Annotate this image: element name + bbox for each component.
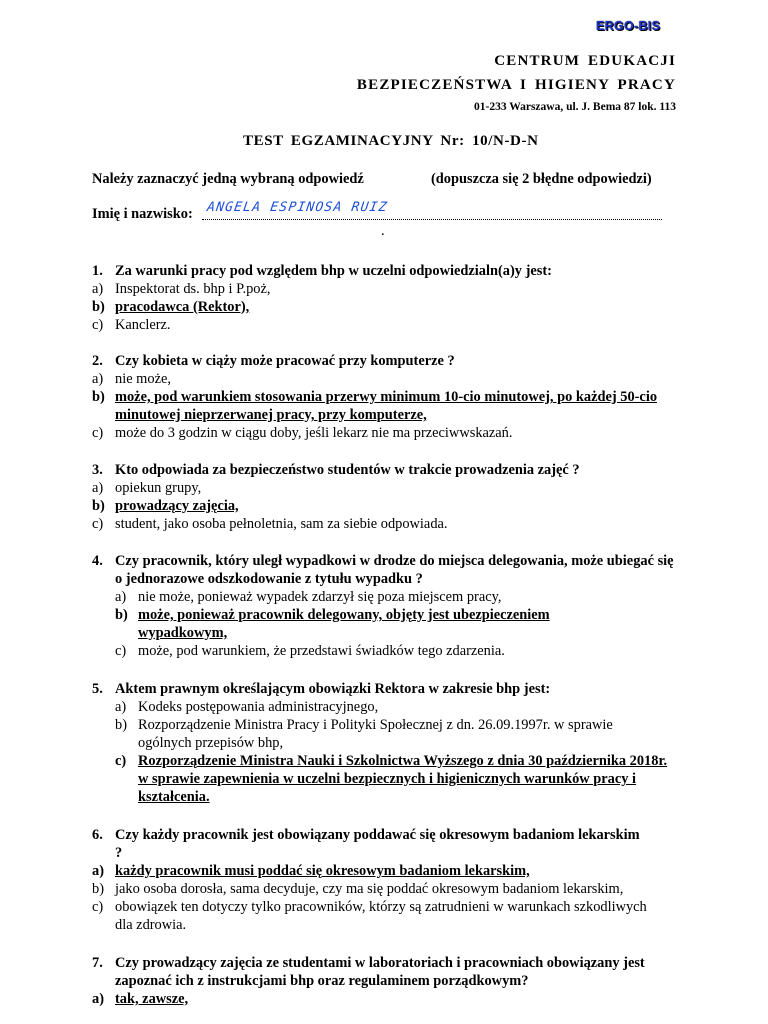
option-text: Kodeks postępowania administracyjnego, xyxy=(138,699,379,715)
question-stem xyxy=(92,826,645,862)
question-text: Czy każdy pracownik jest obowiązany poddawać się okresowym badaniom lekarskim ? xyxy=(115,827,640,861)
instruction-note: (dopuszcza się 2 błędne odpowiedzi) xyxy=(431,171,652,187)
option-text: Rozporządzenie Ministra Nauki i Szkolnictwa Wyższego z dnia 30 października 2018r. w sprawie zapewnienia w uczelni bezpiecznych i higienicznych warunków pracy i kształcenia. xyxy=(138,753,668,805)
option-letter: b) xyxy=(115,717,127,733)
option-text: każdy pracownik musi poddać się okresowym badaniom lekarskim, xyxy=(115,863,530,879)
option-text: może, ponieważ pracownik delegowany, objęty jest ubezpieczeniem wypadkowym, xyxy=(138,607,550,641)
question-4 xyxy=(92,552,682,660)
stray-mark: . xyxy=(381,223,385,239)
answer-option xyxy=(115,716,648,752)
option-text: student, jako osoba pełnoletnia, sam za siebie odpowiada. xyxy=(115,516,448,532)
name-dotted-line xyxy=(202,219,662,220)
name-field xyxy=(92,200,662,225)
answer-option xyxy=(115,698,682,716)
header-org-line-1: CENTRUM EDUKACJI xyxy=(494,53,676,69)
answer-option xyxy=(92,316,682,334)
question-number: 4. xyxy=(92,553,103,569)
option-letter: c) xyxy=(115,753,127,769)
option-text: Kanclerz. xyxy=(115,317,171,333)
name-handwritten-value: ANGELA ESPINOSA RUIZ xyxy=(206,200,389,215)
question-text: Za warunki pracy pod względem bhp w uczelni odpowiedzialn(a)y jest: xyxy=(115,263,552,279)
question-stem xyxy=(92,552,680,588)
question-text: Czy kobieta w ciąży może pracować przy komputerze ? xyxy=(115,353,455,369)
question-text: Aktem prawnym określającym obowiązki Rektora w zakresie bhp jest: xyxy=(115,681,551,697)
question-text: Kto odpowiada za bezpieczeństwo studentów w trakcie prowadzenia zajęć ? xyxy=(115,462,580,478)
question-number: 2. xyxy=(92,353,103,369)
header-address: 01-233 Warszawa, ul. J. Bema 87 lok. 113 xyxy=(473,101,676,113)
question-stem xyxy=(92,262,682,280)
answer-option xyxy=(92,479,682,497)
header-org-line-2: BEZPIECZEŃSTWA I HIGIENY PRACY xyxy=(356,77,676,93)
option-letter: c) xyxy=(92,516,104,532)
question-2 xyxy=(92,352,682,442)
question-1 xyxy=(92,262,682,334)
option-letter: b) xyxy=(92,299,105,315)
instruction: Należy zaznaczyć jedną wybraną odpowiedź xyxy=(92,171,364,187)
question-number: 3. xyxy=(92,462,103,478)
option-text: nie może, xyxy=(115,371,171,387)
answer-option xyxy=(92,370,682,388)
question-stem xyxy=(92,352,682,370)
question-5 xyxy=(92,680,682,806)
question-number: 7. xyxy=(92,955,103,971)
option-letter: c) xyxy=(92,317,104,333)
option-letter: b) xyxy=(92,498,105,514)
answer-option-selected xyxy=(92,388,660,424)
option-text: Rozporządzenie Ministra Pracy i Polityki Społecznej z dn. 26.09.1997r. w sprawie ogólnych przepisów bhp, xyxy=(138,717,613,751)
option-text: może, pod warunkiem stosowania przerwy minimum 10-cio minutowej, po każdej 50-cio minutowej nieprzerwanej pracy, przy komputerze, xyxy=(115,389,658,423)
question-6 xyxy=(92,826,682,934)
question-text: Czy pracownik, który uległ wypadkowi w drodze do miejsca delegowania, może ubiegać się o jednorazowe odszkodowanie z tytułu wypadku ? xyxy=(115,553,674,587)
question-number: 1. xyxy=(92,263,103,279)
option-letter: a) xyxy=(92,371,104,387)
question-stem xyxy=(92,680,682,698)
option-letter: b) xyxy=(92,389,105,405)
option-text: obowiązek ten dotyczy tylko pracowników, którzy są zatrudnieni w warunkach szkodliwych dla zdrowia. xyxy=(115,899,647,933)
option-text: pracodawca (Rektor), xyxy=(115,299,250,315)
question-stem xyxy=(92,954,685,990)
option-letter: a) xyxy=(115,699,127,715)
question-number: 5. xyxy=(92,681,103,697)
option-text: jako osoba dorosła, sama decyduje, czy ma się poddać okresowym badaniom lekarskim, xyxy=(115,881,624,897)
test-title: TEST EGZAMINACYJNY Nr: 10/N-D-N xyxy=(243,133,539,149)
option-letter: a) xyxy=(115,589,127,605)
option-text: może do 3 godzin w ciągu doby, jeśli lekarz nie ma przeciwwskazań. xyxy=(115,425,513,441)
option-letter: c) xyxy=(115,643,127,659)
option-letter: a) xyxy=(92,863,104,879)
question-text: Czy prowadzący zajęcia ze studentami w laboratoriach i pracowniach obowiązany jest zapoznać ich z instrukcjami bhp oraz regulaminem porządkowym? xyxy=(115,955,645,989)
answer-option-selected xyxy=(92,990,682,1008)
brand-logo: ERGO-BIS xyxy=(596,19,661,33)
option-text: może, pod warunkiem, że przedstawi świadków tego zdarzenia. xyxy=(138,643,505,659)
answer-option-selected xyxy=(92,497,682,515)
option-letter: a) xyxy=(92,480,104,496)
option-text: tak, zawsze, xyxy=(115,991,189,1007)
question-stem xyxy=(92,461,682,479)
question-number: 6. xyxy=(92,827,103,843)
option-letter: c) xyxy=(92,899,104,915)
option-letter: a) xyxy=(92,991,104,1007)
option-letter: a) xyxy=(92,281,104,297)
answer-option xyxy=(115,588,682,606)
answer-option-selected xyxy=(92,298,682,316)
answer-option xyxy=(92,280,682,298)
answer-option-selected xyxy=(92,862,682,880)
answer-option-selected xyxy=(115,606,588,642)
answer-option xyxy=(92,424,682,442)
answer-option xyxy=(92,515,682,533)
answer-option xyxy=(92,898,655,934)
option-text: opiekun grupy, xyxy=(115,480,202,496)
answer-option xyxy=(115,642,682,660)
option-text: Inspektorat ds. bhp i P.poż, xyxy=(115,281,271,297)
option-text: prowadzący zajęcia, xyxy=(115,498,239,514)
answer-option xyxy=(92,880,682,898)
option-letter: b) xyxy=(92,881,104,897)
name-label: Imię i nazwisko: xyxy=(92,206,193,222)
option-letter: b) xyxy=(115,607,128,623)
question-7 xyxy=(92,954,682,1008)
answer-option-selected xyxy=(115,752,678,806)
question-3 xyxy=(92,461,682,533)
option-letter: c) xyxy=(92,425,104,441)
option-text: nie może, ponieważ wypadek zdarzył się poza miejscem pracy, xyxy=(138,589,502,605)
